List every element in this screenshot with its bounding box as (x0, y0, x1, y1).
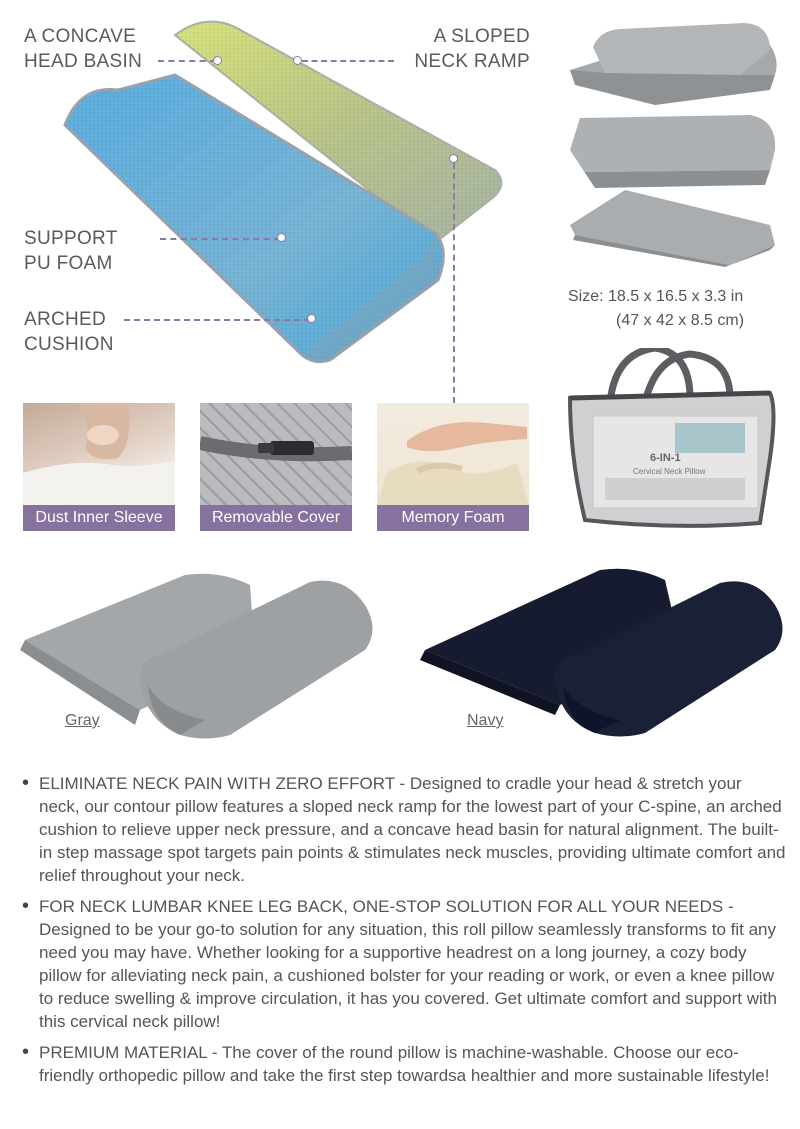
callout-dot (213, 56, 222, 65)
feature-bullet: • PREMIUM MATERIAL - The cover of the round pillow is machine-washable. Choose our eco-friendly orthopedic pillow and take the first step towardsa healthier and more sustainable lifestyle! (22, 1041, 786, 1087)
callout-pu-foam: SUPPORT PU FOAM (24, 228, 118, 274)
detail-label: Removable Cover (200, 505, 352, 531)
callout-head-basin: A CONCAVE HEAD BASIN (24, 26, 143, 72)
detail-label: Memory Foam (377, 505, 529, 531)
callout-dot (293, 56, 302, 65)
callout-dot (277, 233, 286, 242)
callout-dot (449, 154, 458, 163)
pillow-config-flat (565, 185, 785, 270)
feature-bullet: • FOR NECK LUMBAR KNEE LEG BACK, ONE-STOP SOLUTION FOR ALL YOUR NEEDS - Designed to be your go-to solution for any situation, this roll pillow seamlessly transforms to fit any need you may have. Whether looking for a supportive headrest on a long journey, a cozy body pillow for alleviating neck pain, a cushioned bolster for your reading or work, or even a knee pillow to reduce swelling & improve circulation, it has you covered. Get ultimate comfort and support with this cervical neck pillow! (22, 895, 786, 1033)
detail-label: Dust Inner Sleeve (23, 505, 175, 531)
carry-bag-image (565, 348, 785, 533)
color-option-navy[interactable]: Navy (467, 712, 504, 729)
feature-bullet-list (22, 772, 786, 1095)
svg-text:6-IN-1: 6-IN-1 (650, 452, 681, 464)
callout-dot (307, 314, 316, 323)
callout-neck-ramp: A SLOPED NECK RAMP (414, 26, 530, 72)
detail-dust-inner-sleeve (23, 403, 175, 531)
detail-removable-cover (200, 403, 352, 531)
pillow-config-folded (565, 15, 785, 110)
svg-text:Cervical Neck Pillow: Cervical Neck Pillow (633, 467, 706, 476)
color-option-gray[interactable]: Gray (65, 712, 100, 729)
pillow-config-roll (565, 110, 785, 190)
size-spec: Size: 18.5 x 16.5 x 3.3 in (47 x 42 x 8.5 cm) (568, 288, 745, 329)
callout-arched-cushion: ARCHED CUSHION (24, 309, 114, 355)
detail-memory-foam (377, 403, 529, 531)
feature-bullet: • ELIMINATE NECK PAIN WITH ZERO EFFORT - Designed to cradle your head & stretch your neck, our contour pillow features a sloped neck ramp for the lowest part of your C-spine, an arched cushion to relieve upper neck pressure, and a concave head basin for natural alignment. The built-in step massage spot targets pain points & stimulates neck muscles, providing ultimate comfort and relief throughout your neck. (22, 772, 786, 887)
